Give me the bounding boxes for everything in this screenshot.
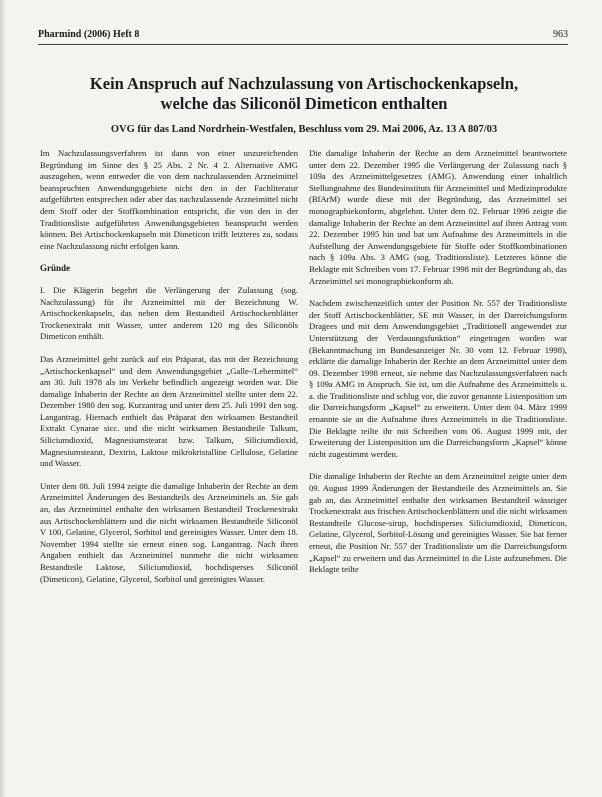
right-column xyxy=(309,148,567,587)
journal-reference: Pharmind (2006) Heft 8 xyxy=(38,29,140,40)
article-title xyxy=(40,74,568,114)
body-paragraph: Nachdem zwischenzeitlich unter der Position Nr. 557 der Traditionsliste der Stoff Artischockenblätter, SE mit Wasser, in der Darreichungsform Dragees und mit dem Anwendungsgebiet „Traditionell angewendet zur Unterstützung der Verdauungsfunktion“ eingetragen worden war (Bekanntmachung im Bundesanzeiger Nr. 30 vom 12. Februar 1998), erklärte die damalige Inhaberin der Rechte an dem Arzneimittel unter dem 09. Dezember 1998 erneut, sie nehme das Nachzulassungsverfahren nach § 109a AMG in Anspruch. Sie ist, um die Aufnahme des Arzneimittels u. a. die Traditionsliste und schlug vor, die zuvor genannte Listenposition um die Darreichungsform „Kapsel“ zu erweitern. Unter dem 04. März 1999 ernannte sie an die Aufnahme ihres Arzneimittels in die Traditionsliste. Die Beklagte teilte ihr mit Schreiben vom 06. August 1999 mit, der Erweiterung der Listenposition um die Darreichungsform „Kapsel“ könne nicht zugestimmt werden. xyxy=(309,298,567,459)
left-column xyxy=(40,148,298,596)
running-header xyxy=(38,29,568,43)
body-paragraph: I. Die Klägerin begehrt die Verlängerung der Zulassung (sog. Nachzulassung) für ihr Arzneimittel mit der Bezeichnung W. Artischockenkapseln, das neben dem Bestandteil Artischockenblätter Trockenextrakt mit Wasser, unter anderem 120 mg des Siliconöls Dimeticon enthält. xyxy=(40,284,298,342)
body-paragraph: Unter dem 08. Juli 1994 zeigte die damalige Inhaberin der Rechte an dem Arzneimittel Änderungen des Bestandteils des Arzneimittels an. Sie gab an, das Arzneimittel enthalte den wirksamen Bestandteil Trockenextrakt aus Artischockenblättern und die nicht wirksamen Bestandteile Siliconöl V 100, Gelatine, Glycerol, Sorbitol und gereinigtes Wasser. Unter dem 18. November 1994 stellte sie erneut einen sog. Langantrag. Nach ihren Angaben enthielt das Arzneimittel nunmehr die nicht wirksamen Bestandteile Laktose, Siliciumdioxid, hochdisperses Siliconöl (Dimeticon), Gelatine, Glycerol, Sorbitol und gereinigtes Wasser. xyxy=(40,480,298,584)
article-title-line-2: welche das Siliconöl Dimeticon enthalten xyxy=(160,94,448,113)
scan-edge-shadow xyxy=(0,0,6,797)
article-title-line-1: Kein Anspruch auf Nachzulassung von Artischockenkapseln, xyxy=(89,74,519,93)
body-paragraph: Das Arzneimittel geht zurück auf ein Präparat, das mit der Bezeichnung „Artischockenkapsel“ und dem Anwendungsgebiet „Galle-/Lebermittel“ am 30. Juli 1978 als im Verkehr befindlich angezeigt worden war. Die damalige Inhaberin der Rechte an dem Arzneimittel stellte unter dem 22. Dezember 1980 den sog. Kurzantrag und unter dem 25. Juli 1991 den sog. Langantrag. Hiernach enthielt das Präparat den wirksamen Bestandteil Extrakt Cynarae sicc. und die nicht wirksamen Bestandteile Talkum, Siliciumdioxid, Magnesiumstearat bzw. Talkum, Siliciumdioxid, Magnesiumstearat, Dextrin, Laktose mikrokristalline Cellulose, Gelatine und Wasser. xyxy=(40,353,298,469)
header-divider xyxy=(38,44,568,45)
court-reference: OVG für das Land Nordrhein-Westfalen, Beschluss vom 29. Mai 2006, Az. 13 A 807/03 xyxy=(110,124,498,135)
section-heading: Gründe xyxy=(40,263,71,274)
page-number: 963 xyxy=(553,29,568,40)
body-paragraph: Die damalige Inhaberin der Rechte an dem Arzneimittel zeigte unter dem 09. August 1999 Änderungen der Bestandteile des Arzneimittels an. Sie gab an, das Arzneimittel enthalte den wirksamen Bestandteil wässriger Trockenextrakt aus frischen Artischockenblättern und die nicht wirksamen Bestandteile Glucose-sirup, hochdisperses Siliciumdioxid, Dimeticon, Gelatine, Glycerol, Sorbitol-Lösung und gereinigtes Wasser. Sie bat ferner erneut, die Position Nr. 557 der Traditionsliste um die Darreichungsform „Kapsel“ zu erweitern und das Arzneimittel in die Liste aufzunehmen. Die Beklagte teilte xyxy=(309,471,567,575)
body-paragraph: Die damalige Inhaberin der Rechte an dem Arzneimittel beantwortete unter dem 22. Dezember 1995 die Verlängerung der Zulassung nach § 109a des Arzneimittelgesetzes (AMG). Anwendung einer inhaltlich Stellungnahme des Bundesinstituts für Arzneimittel und Medizinprodukte (BfArM) wurde diese mit der Begründung, das Arzneimittel sei monographiekonform, abgelehnt. Unter dem 02. Februar 1996 zeigte die damalige Inhaberin der Rechte an dem Arzneimittel auf ihren Antrag vom 22. Dezember 1995 hin und bat um Aufnahme des Arzneimittels in die Aufstellung der Anwendungsgebiete für Stoffe oder Stoffkombinationen nach § 109a Abs. 3 AMG (sog. Traditionsliste). Letzteres könne die Beklagte mit Schreiben vom 17. Februar 1998 mit der Begründung ab, das Arzneimittel sei monographiekonform ab. xyxy=(309,148,567,286)
headnote-paragraph: Im Nachzulassungsverfahren ist dann von einer unzureichenden Begründung im Sinne des § 25 Abs. 2 Nr. 4 2. Alternative AMG auszugehen, wenn entweder die von dem nachzulassenden Arzneimittel beanspruchten Anwendungsgebiete nicht den in der Fachliteratur aufgeführten entsprechen oder aber das nachzulassende Arzneimittel nicht dem Stoff oder der Stoffkombination entspricht, die von den in der Traditionsliste aufgeführten Anwendungsgebieten beansprucht werden können. Bei Artischockenkapseln mit Dimeticon trifft letzteres zu, sodass eine Nachzulassung nicht erfolgen kann. xyxy=(40,148,298,251)
